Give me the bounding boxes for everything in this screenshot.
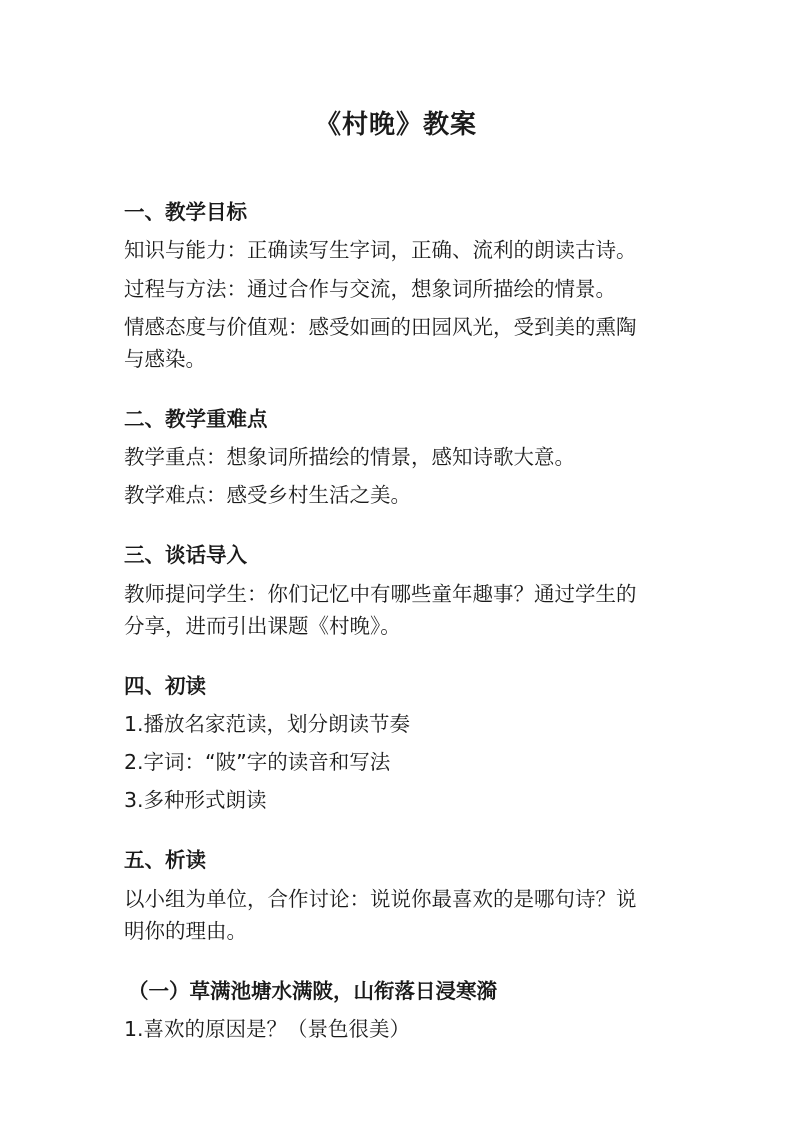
- section-heading-analysis: 五、析读: [124, 848, 206, 872]
- intro-line-1: 教师提问学生：你们记忆中有哪些童年趣事？通过学生的: [124, 582, 637, 606]
- first-read-line-2: 2.字词：“陂”字的读音和写法: [124, 750, 391, 774]
- section-heading-intro: 三、谈话导入: [124, 543, 247, 567]
- goals-line-1: 知识与能力：正确读写生字词，正确、流利的朗读古诗。: [124, 238, 637, 262]
- goals-line-4: 与感染。: [124, 347, 206, 371]
- intro-line-2: 分享，进而引出课题《村晚》。: [124, 614, 401, 638]
- first-read-line-1: 1.播放名家范读，划分朗读节奏: [124, 712, 411, 736]
- goals-line-2: 过程与方法：通过合作与交流，想象词所描绘的情景。: [124, 277, 616, 301]
- section-heading-goals: 一、教学目标: [124, 200, 247, 224]
- goals-line-3: 情感态度与价值观：感受如画的田园风光，受到美的熏陶: [124, 315, 637, 339]
- analysis-sub-line-1: 1.喜欢的原因是？（景色很美）: [124, 1017, 411, 1041]
- keypoints-line-1: 教学重点：想象词所描绘的情景，感知诗歌大意。: [124, 445, 575, 469]
- analysis-line-1: 以小组为单位，合作讨论：说说你最喜欢的是哪句诗？说: [124, 887, 637, 911]
- analysis-line-2: 明你的理由。: [124, 919, 247, 943]
- document-title: 《村晚》教案: [314, 110, 477, 140]
- analysis-subheading: （一）草满池塘水满陂，山衔落日浸寒漪: [128, 979, 497, 1003]
- keypoints-line-2: 教学难点：感受乡村生活之美。: [124, 483, 411, 507]
- first-read-line-3: 3.多种形式朗读: [124, 788, 267, 812]
- section-heading-keypoints: 二、教学重难点: [124, 407, 268, 431]
- section-heading-first-read: 四、初读: [124, 674, 206, 698]
